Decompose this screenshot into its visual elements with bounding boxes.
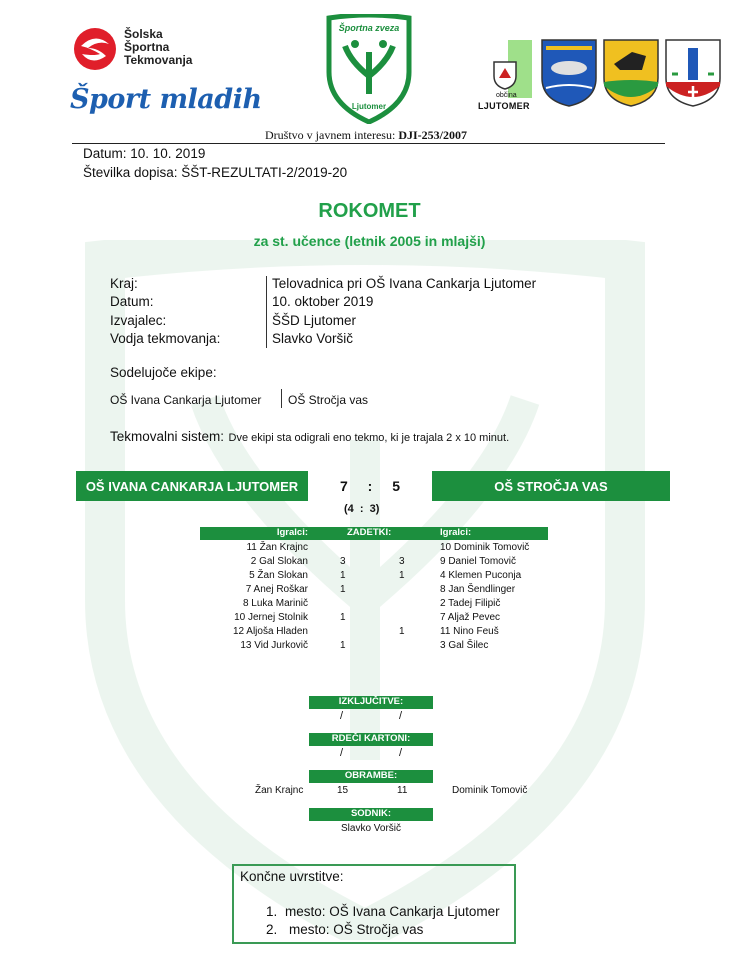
col-players-left: Igralci:: [276, 527, 308, 538]
left-goals: 1: [340, 612, 346, 623]
teams-heading: Sodelujoče ekipe:: [110, 365, 217, 380]
right-player: 11 Nino Feuš: [440, 626, 499, 637]
table-row: [200, 611, 308, 625]
izkljucitve-header: [309, 696, 433, 709]
meta-stevilka: Številka dopisa: ŠŠT-REZULTATI-2/2019-20: [83, 165, 348, 180]
final-place-2: [266, 922, 423, 937]
table-row: [200, 639, 308, 653]
horse-crest-icon: [602, 38, 660, 108]
obrambe-away-player: Dominik Tomovič: [452, 785, 528, 796]
izkljucitve-label: IZKLJUČITVE:: [338, 696, 404, 707]
izkljucitve-away: /: [399, 710, 403, 722]
info-value-kraj: Telovadnica pri OŠ Ivana Cankarja Ljutomer: [272, 276, 537, 291]
info-value-vodja: Slavko Voršič: [272, 331, 354, 346]
info-label-kraj: Kraj:: [110, 276, 138, 291]
rdeci-label: RDEČI KARTONI:: [331, 733, 411, 744]
rdeci-header: [309, 733, 433, 746]
info-label-izvajalec: Izvajalec:: [110, 313, 167, 328]
left-player: 7 Anej Roškar: [245, 584, 308, 595]
right-player: 10 Dominik Tomovič: [440, 542, 530, 553]
info-value-izvajalec: ŠŠD Ljutomer: [272, 313, 357, 328]
score-main: [340, 478, 400, 494]
obcina-small: občina: [496, 92, 517, 99]
left-goals: 3: [340, 556, 346, 567]
left-player: 5 Žan Slokan: [249, 570, 308, 581]
obrambe-label: OBRAMBE:: [344, 770, 398, 781]
col-goals: ZADETKI:: [347, 527, 392, 538]
rdeci-home: /: [340, 747, 344, 759]
obrambe-away: 11: [397, 785, 408, 796]
shield-top-text: Športna zveza: [338, 23, 400, 33]
sodnik-name: Slavko Voršič: [340, 823, 402, 834]
score-home: 7: [340, 478, 348, 494]
left-goals: 1: [340, 584, 346, 595]
obrambe-home: 15: [337, 785, 349, 796]
info-label-vodja: Vodja tekmovanja:: [110, 331, 221, 346]
sst-line-2: Športna: [124, 40, 170, 54]
system-text: Dve ekipi sta odigrali eno tekmo, ki je trajala 2 x 10 minut.: [228, 432, 510, 444]
right-goals: 1: [399, 626, 405, 637]
score-sep: :: [367, 478, 373, 494]
team-1: OŠ Ivana Cankarja Ljutomer: [110, 393, 262, 407]
obrambe-home-player: Žan Krajnc: [255, 785, 304, 796]
right-player: 7 Aljaž Pevec: [440, 612, 501, 623]
sport-mladih-logo: Šport mladih: [70, 84, 262, 115]
right-player: 9 Daniel Tomovič: [440, 556, 516, 567]
place-text: mesto: OŠ Ivana Cankarja Ljutomer: [285, 904, 500, 919]
home-team-bar: [76, 471, 308, 501]
teams-divider: [281, 389, 282, 408]
right-player: 8 Jan Šendlinger: [440, 584, 516, 595]
sodnik-label: SODNIK:: [350, 808, 392, 819]
final-heading: Končne uvrstitve:: [240, 869, 344, 884]
sportna-zveza-logo: [325, 14, 413, 124]
sst-line-1: Šolska: [124, 27, 163, 41]
table-row: [200, 541, 308, 555]
obcina-name: LJUTOMER: [478, 101, 530, 111]
half-time-score: (4 : 3): [344, 503, 380, 515]
system-line: [110, 428, 509, 446]
final-standings-box: [232, 864, 516, 944]
meta-datum: Datum: 10. 10. 2019: [83, 146, 206, 161]
left-goals: 1: [340, 570, 346, 581]
obcina-ljutomer-logo: [478, 40, 538, 112]
header-divider: [72, 143, 665, 144]
info-label-datum: Datum:: [110, 294, 154, 309]
page-subtitle: za st. učence (letnik 2005 in mlajši): [253, 233, 486, 249]
table-row: [200, 569, 308, 583]
right-goals: 1: [399, 570, 405, 581]
sst-logo: [72, 26, 222, 76]
left-player: 11 Žan Krajnc: [246, 542, 308, 553]
sst-line-3: Tekmovanja: [124, 53, 193, 67]
info-value-datum: 10. oktober 2019: [272, 294, 374, 309]
right-player: 4 Klemen Puconja: [440, 570, 522, 581]
right-goals: 3: [399, 556, 405, 567]
table-row: [200, 555, 308, 569]
away-team-name: OŠ STROČJA VAS: [494, 478, 608, 494]
final-place-1: [266, 904, 500, 919]
left-player: 8 Luka Marinič: [242, 598, 308, 609]
home-team-name: OŠ IVANA CANKARJA LJUTOMER: [85, 478, 299, 494]
izkljucitve-home: /: [340, 710, 344, 722]
sst-swirl-icon: [72, 26, 118, 72]
fish-crest-icon: [540, 38, 598, 108]
left-player: 10 Jernej Stolnik: [234, 612, 308, 623]
left-player: 12 Aljoša Hladen: [232, 626, 308, 637]
goals-table-header: [200, 527, 548, 540]
score-away: 5: [392, 478, 400, 494]
right-player: 2 Tadej Filipič: [440, 598, 501, 609]
left-player: 2 Gal Slokan: [250, 556, 308, 567]
left-player: 13 Vid Jurkovič: [240, 640, 308, 651]
shield-bottom-text: Ljutomer: [351, 102, 387, 111]
sodnik-header: [309, 808, 433, 821]
drustvo-line: [265, 128, 467, 143]
drustvo-code: DJI-253/2007: [398, 128, 467, 142]
obcina-crest-icon: [492, 60, 518, 90]
col-players-right: Igralci:: [440, 527, 472, 538]
right-player: 3 Gal Šilec: [440, 640, 489, 651]
team-2: OŠ Stročja vas: [288, 393, 369, 407]
away-team-bar: [432, 471, 670, 501]
system-label: Tekmovalni sistem:: [110, 429, 225, 444]
place-num: 2.: [266, 922, 278, 937]
page-title: ROKOMET: [318, 200, 421, 222]
drustvo-label: Društvo v javnem interesu:: [265, 128, 399, 142]
tower-crest-icon: [664, 38, 722, 108]
rdeci-away: /: [399, 747, 403, 759]
table-row: [200, 625, 308, 639]
table-row: [200, 597, 308, 611]
left-goals: 1: [340, 640, 346, 651]
table-row: [200, 583, 308, 597]
obrambe-header: [309, 770, 433, 783]
place-text: mesto: OŠ Stročja vas: [289, 922, 424, 937]
place-num: 1.: [266, 904, 278, 919]
